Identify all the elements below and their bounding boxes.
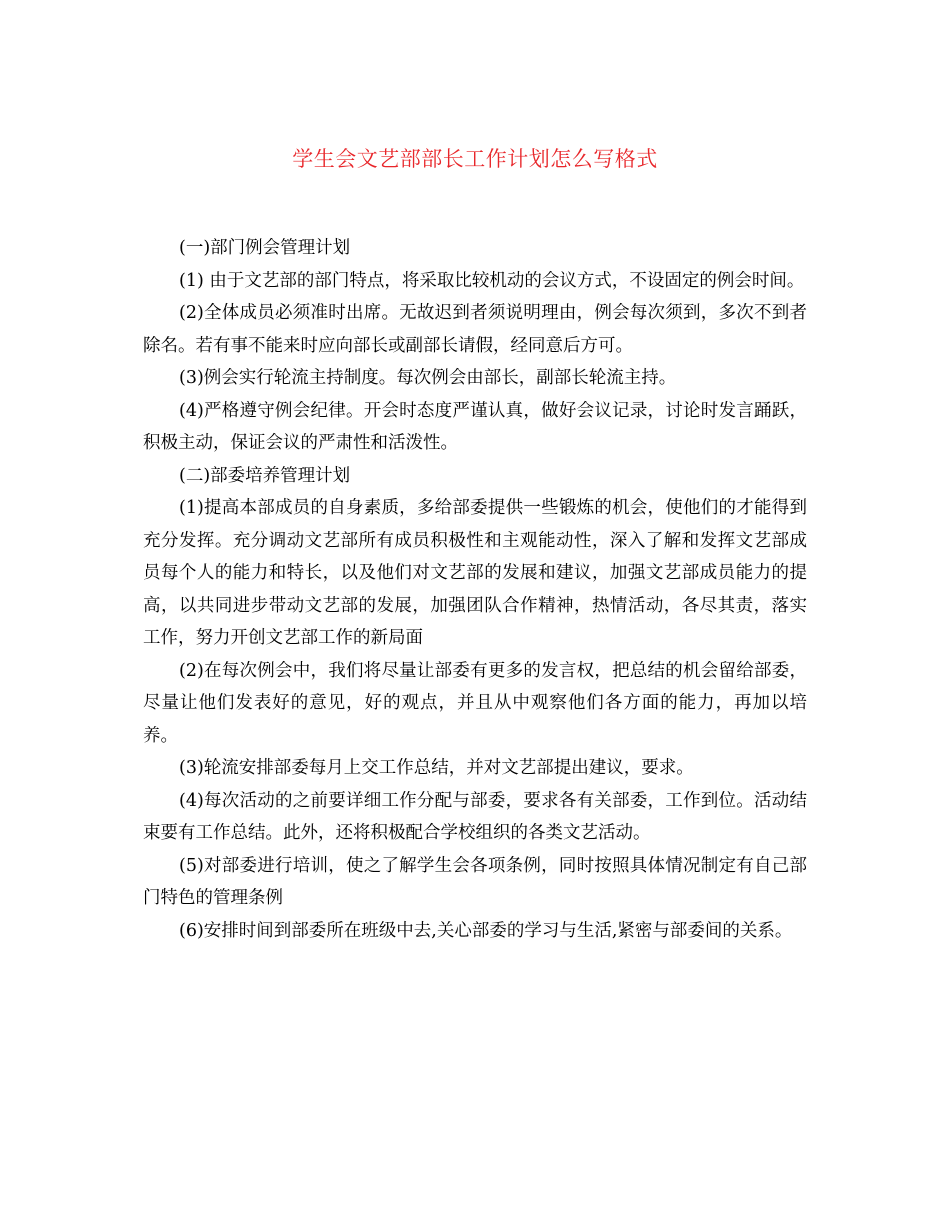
section-heading-meetings: (一)部门例会管理计划 [179,238,351,258]
paragraph-meeting-2: (2)全体成员必须准时出席。无故迟到者须说明理由，例会每次须到，多次不到者除名。若有事不能来时应向部长或副部长请假，经同意后方可。 [143,303,807,356]
paragraph-meeting-4: (4)严格遵守例会纪律。开会时态度严谨认真，做好会议记录，讨论时发言踊跃，积极主动，保证会议的严肃性和活泼性。 [143,400,807,453]
document-body [143,232,807,947]
paragraph-training-1: (1)提高本部成员的自身素质，多给部委提供一些锻炼的机会，使他们的才能得到充分发挥。充分调动文艺部所有成员积极性和主观能动性，深入了解和发挥文艺部成员每个人的能力和特长，以及他们对文艺部的发展和建议，加强文艺部成员能力的提高，以共同进步带动文艺部的发展，加强团队合作精神，热情活动，各尽其责，落实工作，努力开创文艺部工作的新局面 [143,498,807,648]
paragraph-training-3: (3)轮流安排部委每月上交工作总结，并对文艺部提出建议，要求。 [179,758,694,778]
section-heading-training: (二)部委培养管理计划 [179,465,351,486]
paragraph-training-6: (6)安排时间到部委所在班级中去,关心部委的学习与生活,紧密与部委间的关系。 [179,920,793,941]
paragraph-training-2: (2)在每次例会中，我们将尽量让部委有更多的发言权，把总结的机会留给部委，尽量让他们发表好的意见，好的观点，并且从中观察他们各方面的能力，再加以培养。 [143,660,807,746]
paragraph-meeting-1: (1) 由于文艺部的部门特点，将采取比较机动的会议方式，不设固定的例会时间。 [179,270,805,291]
paragraph-meeting-3: (3)例会实行轮流主持制度。每次例会由部长，副部长轮流主持。 [179,368,677,388]
document-title: 学生会文艺部部长工作计划怎么写格式 [292,147,658,171]
paragraph-training-5: (5)对部委进行培训，使之了解学生会各项条例，同时按照具体情况制定有自己部门特色的管理条例 [143,855,807,908]
paragraph-training-4: (4)每次活动的之前要详细工作分配与部委，要求各有关部委，工作到位。活动结束要有工作总结。此外，还将积极配合学校组织的各类文艺活动。 [143,790,807,843]
